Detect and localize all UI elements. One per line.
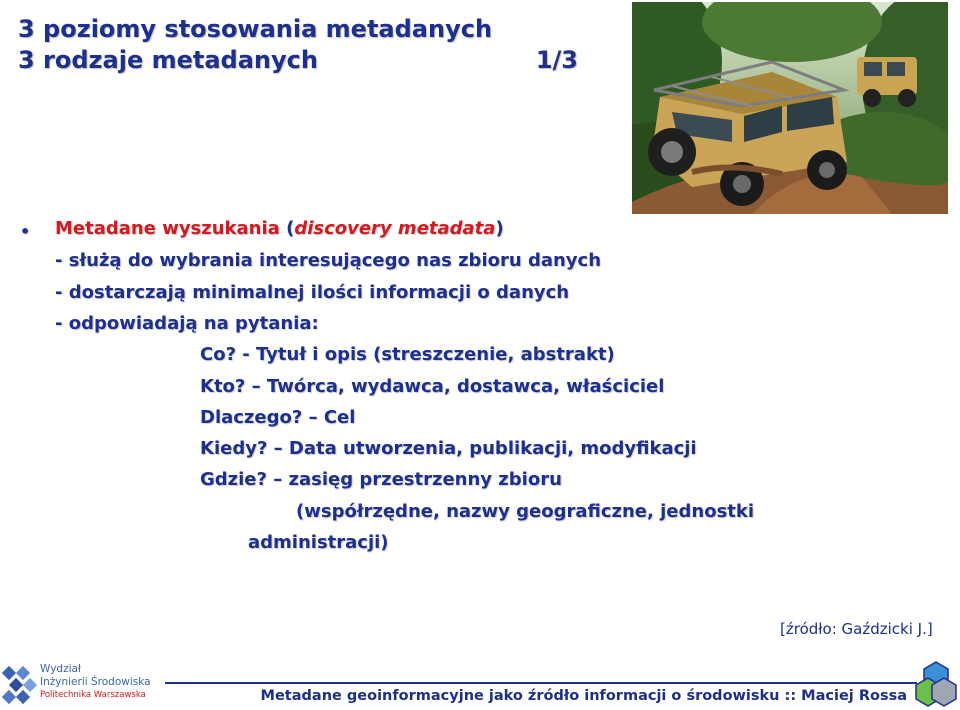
title-line-2: 3 rodzaje metadanych [18, 46, 318, 74]
heading-paren-open: ( [286, 218, 295, 239]
logo-line-3: Politechnika Warszawska [40, 690, 146, 700]
bullet-point: • [20, 222, 31, 241]
footer-divider [165, 682, 917, 684]
question-who: Kto? – Twórca, wydawca, dostawca, właściciel [200, 376, 665, 397]
question-what: Co? - Tytuł i opis (streszczenie, abstrakt) [200, 344, 615, 365]
hexagon-logo-icon [914, 660, 958, 708]
bullet-heading [55, 218, 504, 239]
where-continuation-1: (współrzędne, nazwy geograficzne, jednostki [296, 501, 755, 522]
question-where: Gdzie? – zasięg przestrzenny zbioru [200, 469, 562, 490]
slide-page-number: 1/3 [535, 46, 578, 74]
heading-paren-close: ) [495, 218, 504, 239]
faculty-logo-text [40, 663, 151, 702]
source-citation: [źródło: Gaździcki J.] [780, 620, 933, 638]
faculty-logo-icon [2, 662, 38, 708]
question-why: Dlaczego? – Cel [200, 407, 356, 428]
where-continuation-2: administracji) [248, 532, 389, 553]
logo-line-1: Wydział [40, 663, 81, 675]
detail-line-3: - odpowiadają na pytania: [55, 313, 319, 334]
heading-main-text: Metadane wyszukania [55, 218, 287, 239]
title-line-1: 3 poziomy stosowania metadanych [18, 15, 493, 43]
heading-italic-term: discovery metadata [294, 218, 496, 239]
question-when: Kiedy? – Data utworzenia, publikacji, modyfikacji [200, 438, 697, 459]
logo-line-2: Inżynierii Środowiska [40, 676, 151, 688]
detail-line-2: - dostarczają minimalnej ilości informacji o danych [55, 282, 570, 303]
detail-line-1: - służą do wybrania interesującego nas zbioru danych [55, 250, 602, 271]
footer-caption: Metadane geoinformacyjne jako źródło informacji o środowisku :: Maciej Rossa [260, 688, 907, 704]
